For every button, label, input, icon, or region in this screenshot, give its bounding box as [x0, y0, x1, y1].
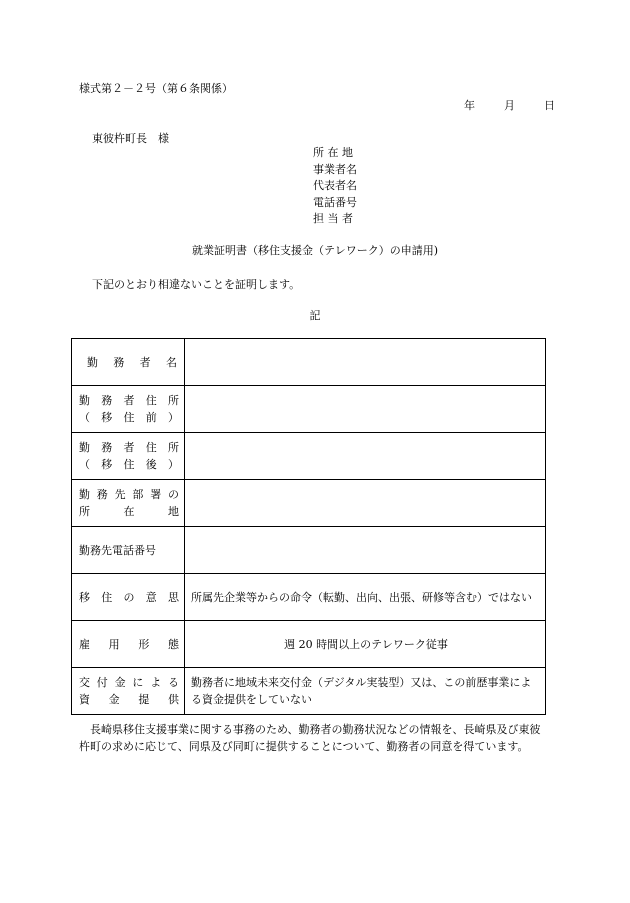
- table-row: [72, 339, 546, 386]
- worker-name-label: [72, 339, 185, 386]
- date-month: 月: [504, 99, 515, 112]
- ki-heading: 記: [309, 309, 321, 322]
- table-row: [72, 621, 546, 668]
- address-before-value[interactable]: [185, 386, 546, 433]
- office-location-label-line1: 勤 務 先 部 署 の: [79, 488, 179, 501]
- table-row: [72, 527, 546, 574]
- relocation-intent-value: 所属先企業等からの命令（転勤、出向、出張、研修等含む）ではない: [185, 574, 546, 621]
- consent-note: 長崎県移住支援事業に関する事務のため、勤務者の勤務状況などの情報を、長崎県及び東彼杵町の求めに応じて、同県及び同町に提供することについて、勤務者の同意を得ています。: [79, 723, 541, 753]
- table-row: [72, 433, 546, 480]
- table-row: [72, 668, 546, 715]
- applicant-address-label: 所 在 地: [313, 146, 353, 159]
- employment-type-label-text: 雇 用 形 態: [79, 637, 179, 651]
- office-location-value[interactable]: [185, 480, 546, 527]
- table-row: [72, 480, 546, 527]
- applicant-representative-label: 代表者名: [313, 179, 357, 192]
- applicant-block: [313, 145, 357, 228]
- table-row: [72, 574, 546, 621]
- grant-funding-label-line2: 資 金 提 供: [79, 693, 179, 706]
- worker-name-value[interactable]: [185, 339, 546, 386]
- worker-name-label-text: 勤 務 者 名: [87, 355, 177, 369]
- employment-type-label: [72, 621, 185, 668]
- address-after-label: [72, 433, 185, 480]
- grant-funding-label: [72, 668, 185, 715]
- address-after-label-line1: 勤 務 者 住 所: [79, 441, 179, 454]
- grant-funding-label-line1: 交 付 金 に よ る: [79, 676, 179, 689]
- relocation-intent-label: [72, 574, 185, 621]
- office-location-label-line2: 所 在 地: [79, 505, 179, 518]
- address-before-label-line1: 勤 務 者 住 所: [79, 394, 179, 407]
- address-after-value[interactable]: [185, 433, 546, 480]
- address-before-label-line2: （ 移 住 前 ）: [79, 411, 179, 424]
- applicant-phone-label: 電話番号: [313, 195, 357, 209]
- certificate-table: [71, 338, 546, 715]
- applicant-company-label: 事業者名: [313, 162, 357, 176]
- intro-text: 下記のとおり相違ないことを証明します。: [92, 278, 301, 291]
- employment-type-value: 週 20 時間以上のテレワーク従事: [185, 621, 546, 668]
- relocation-intent-label-text: 移 住 の 意 思: [79, 590, 179, 604]
- addressee: 東彼杵町長 様: [92, 132, 169, 145]
- address-after-label-line2: （ 移 住 後 ）: [79, 458, 179, 471]
- date-day: 日: [544, 99, 555, 112]
- address-before-label: [72, 386, 185, 433]
- office-phone-value[interactable]: [185, 527, 546, 574]
- form-number: 様式第２－２号（第６条関係）: [79, 82, 233, 95]
- office-phone-label-text: 勤務先電話番号: [79, 543, 156, 557]
- date-line: [464, 97, 555, 113]
- office-phone-label: [72, 527, 185, 574]
- office-location-label: [72, 480, 185, 527]
- applicant-contact-label: 担 当 者: [313, 212, 353, 225]
- table-row: [72, 386, 546, 433]
- date-year: 年: [464, 99, 475, 112]
- grant-funding-value: 勤務者に地域未来交付金（デジタル実装型）又は、この前歴事業によ る資金提供をしていない: [185, 668, 546, 715]
- document-title: 就業証明書（移住支援金（テレワーク）の申請用): [191, 244, 439, 257]
